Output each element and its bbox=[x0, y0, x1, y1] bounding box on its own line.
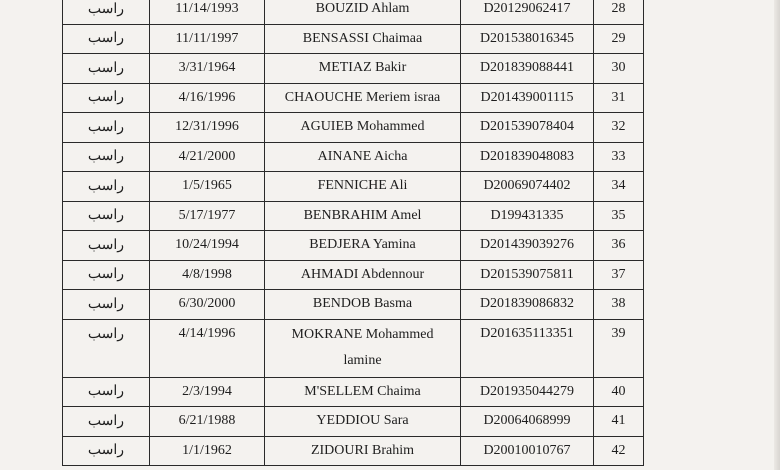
row-number-cell: 30 bbox=[594, 54, 644, 84]
page-shadow-edge bbox=[774, 0, 780, 470]
results-table-container bbox=[62, 0, 644, 466]
birth-date-cell: 4/14/1996 bbox=[150, 319, 265, 377]
birth-date-cell: 11/11/1997 bbox=[150, 24, 265, 54]
student-name-cell: AHMADI Abdennour bbox=[265, 260, 461, 290]
birth-date-cell: 4/8/1998 bbox=[150, 260, 265, 290]
registration-id-cell: D201839086832 bbox=[461, 290, 594, 320]
birth-date-cell: 1/5/1965 bbox=[150, 172, 265, 202]
student-name-cell: BOUZID Ahlam bbox=[265, 0, 461, 24]
table-row bbox=[63, 113, 644, 143]
table-row bbox=[63, 436, 644, 466]
registration-id-cell: D201439001115 bbox=[461, 83, 594, 113]
row-number-cell: 34 bbox=[594, 172, 644, 202]
row-number-cell: 29 bbox=[594, 24, 644, 54]
status-cell: راسب bbox=[63, 436, 150, 466]
student-name-cell: METIAZ Bakir bbox=[265, 54, 461, 84]
row-number-cell: 42 bbox=[594, 436, 644, 466]
row-number-cell: 39 bbox=[594, 319, 644, 377]
registration-id-cell: D201839048083 bbox=[461, 142, 594, 172]
row-number-cell: 38 bbox=[594, 290, 644, 320]
student-name-cell: AINANE Aicha bbox=[265, 142, 461, 172]
birth-date-cell: 10/24/1994 bbox=[150, 231, 265, 261]
birth-date-cell: 11/14/1993 bbox=[150, 0, 265, 24]
table-row bbox=[63, 231, 644, 261]
row-number-cell: 33 bbox=[594, 142, 644, 172]
status-cell: راسب bbox=[63, 377, 150, 407]
student-name-cell: CHAOUCHE Meriem israa bbox=[265, 83, 461, 113]
birth-date-cell: 4/21/2000 bbox=[150, 142, 265, 172]
student-name-cell: YEDDIOU Sara bbox=[265, 407, 461, 437]
birth-date-cell: 12/31/1996 bbox=[150, 113, 265, 143]
registration-id-cell: D199431335 bbox=[461, 201, 594, 231]
registration-id-cell: D201935044279 bbox=[461, 377, 594, 407]
status-cell: راسب bbox=[63, 0, 150, 24]
table-row bbox=[63, 260, 644, 290]
status-cell: راسب bbox=[63, 142, 150, 172]
birth-date-cell: 3/31/1964 bbox=[150, 54, 265, 84]
status-cell: راسب bbox=[63, 260, 150, 290]
table-row bbox=[63, 201, 644, 231]
status-cell: راسب bbox=[63, 54, 150, 84]
row-number-cell: 36 bbox=[594, 231, 644, 261]
table-row bbox=[63, 377, 644, 407]
table-row bbox=[63, 83, 644, 113]
row-number-cell: 31 bbox=[594, 83, 644, 113]
student-name-cell: MOKRANE Mohammed lamine bbox=[265, 319, 461, 377]
row-number-cell: 40 bbox=[594, 377, 644, 407]
registration-id-cell: D20064068999 bbox=[461, 407, 594, 437]
student-name-cell: AGUIEB Mohammed bbox=[265, 113, 461, 143]
row-number-cell: 32 bbox=[594, 113, 644, 143]
status-cell: راسب bbox=[63, 113, 150, 143]
results-table bbox=[62, 0, 644, 466]
status-cell: راسب bbox=[63, 201, 150, 231]
student-name-cell: FENNICHE Ali bbox=[265, 172, 461, 202]
registration-id-cell: D201439039276 bbox=[461, 231, 594, 261]
birth-date-cell: 1/1/1962 bbox=[150, 436, 265, 466]
status-cell: راسب bbox=[63, 83, 150, 113]
student-name-cell: BENSASSI Chaimaa bbox=[265, 24, 461, 54]
row-number-cell: 37 bbox=[594, 260, 644, 290]
table-row bbox=[63, 319, 644, 377]
registration-id-cell: D20010010767 bbox=[461, 436, 594, 466]
registration-id-cell: D201538016345 bbox=[461, 24, 594, 54]
status-cell: راسب bbox=[63, 172, 150, 202]
student-name-cell: ZIDOURI Brahim bbox=[265, 436, 461, 466]
registration-id-cell: D201539078404 bbox=[461, 113, 594, 143]
student-name-cell: BEDJERA Yamina bbox=[265, 231, 461, 261]
birth-date-cell: 4/16/1996 bbox=[150, 83, 265, 113]
student-name-cell: BENDOB Basma bbox=[265, 290, 461, 320]
row-number-cell: 28 bbox=[594, 0, 644, 24]
birth-date-cell: 5/17/1977 bbox=[150, 201, 265, 231]
table-row bbox=[63, 24, 644, 54]
table-row bbox=[63, 54, 644, 84]
registration-id-cell: D201839088441 bbox=[461, 54, 594, 84]
status-cell: راسب bbox=[63, 407, 150, 437]
status-cell: راسب bbox=[63, 290, 150, 320]
student-name-cell: M'SELLEM Chaima bbox=[265, 377, 461, 407]
row-number-cell: 41 bbox=[594, 407, 644, 437]
birth-date-cell: 6/21/1988 bbox=[150, 407, 265, 437]
status-cell: راسب bbox=[63, 24, 150, 54]
table-row bbox=[63, 142, 644, 172]
table-row bbox=[63, 290, 644, 320]
registration-id-cell: D201539075811 bbox=[461, 260, 594, 290]
registration-id-cell: D20129062417 bbox=[461, 0, 594, 24]
table-row bbox=[63, 172, 644, 202]
table-row bbox=[63, 0, 644, 24]
registration-id-cell: D201635113351 bbox=[461, 319, 594, 377]
table-row bbox=[63, 407, 644, 437]
student-name-cell: BENBRAHIM Amel bbox=[265, 201, 461, 231]
row-number-cell: 35 bbox=[594, 201, 644, 231]
birth-date-cell: 2/3/1994 bbox=[150, 377, 265, 407]
status-cell: راسب bbox=[63, 231, 150, 261]
status-cell: راسب bbox=[63, 319, 150, 377]
registration-id-cell: D20069074402 bbox=[461, 172, 594, 202]
birth-date-cell: 6/30/2000 bbox=[150, 290, 265, 320]
